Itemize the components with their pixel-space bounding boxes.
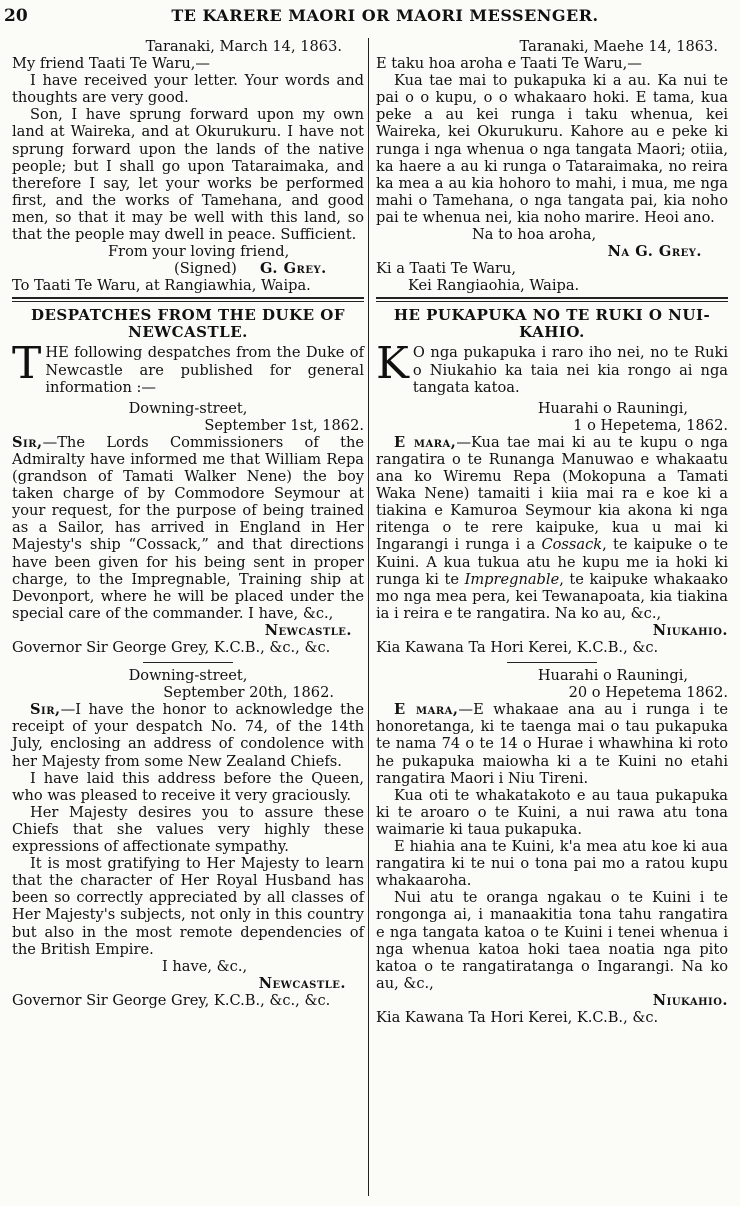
despatch-paragraph: E hiahia ana te Kuini, k'a mea atu koe ki aua rangatira ki te nui o tona pai mo a ratou kupu whakaaroha. (376, 838, 728, 890)
despatch-text: —I have the honor to acknowledge the receipt of your despatch No. 74, of the 14th July, enclosing an address of condolence with her Majesty from some New Zealand Chiefs. (12, 701, 364, 770)
despatch-salutation: E mara, (394, 433, 457, 451)
despatches-english (12, 307, 364, 1009)
despatch-text: —The Lords Commissioners of the Admiralty have informed me that William Repa (grandson of Tamati Walker Nene) the boy taken charge of by Commodore Seymour at your request, for the purpose of being trained as a Sailor, has arrived in England in Her Majesty's ship “Cossack,” and that directions have been given for his being sent in proper charge, to the Impregnable, Training ship at Devonport, where he will be placed under the special care of the commander. I have, &c., (12, 433, 364, 622)
section-rule (376, 297, 728, 302)
despatch-addressee: Governor Sir George Grey, K.C.B., &c., &c. (12, 639, 331, 656)
letter-closing: Na to hoa aroha, (472, 226, 597, 244)
despatch-salutation: Sir, (12, 433, 43, 451)
despatch-salutation: E mara, (394, 701, 459, 719)
despatches-intro (12, 338, 364, 396)
despatch-place: Huarahi o Rauningi, (537, 399, 688, 417)
despatch-signer-name: Newcastle. (258, 974, 346, 992)
intro-text: O nga pukapuka i raro iho nei, no te Ruki o Niukahio ka taia nei kia rongo ai nga tangata katoa. (412, 344, 728, 396)
despatch-text: —E whakaae ana au i runga i te honoretanga, ki te taenga mai o tau pukapuka te nama 74 o te 14 o Hurae i whawhina ki roto he pukapuka maiowha ki a te Kuini no etahi rangatira Maori i Niu Tireni. (376, 701, 729, 787)
despatch-signer (376, 992, 728, 1009)
despatch-paragraph: Kua oti te whakatakoto e au taua pukapuka ki te aroaro o te Kuini, a nui rawa atu tona waimarie ki taua pukapuka. (376, 786, 728, 838)
despatch-2-maori (376, 667, 728, 1026)
letter-paragraph: I have received your letter. Your words and thoughts are very good. (12, 72, 364, 107)
despatch-signer (12, 975, 364, 992)
despatch-closing: I have, &c., (162, 957, 248, 975)
ship-name: Impregnable (464, 570, 560, 588)
despatch-date: 20 o Hepetema 1862. (568, 684, 728, 702)
column-maori (376, 38, 728, 1198)
despatch-date: September 20th, 1862. (163, 684, 334, 702)
letter-signer: G. Grey. (259, 260, 327, 278)
letter-address: Ki a Taati Te Waru, (376, 260, 517, 278)
signed-label: (Signed) (174, 260, 237, 278)
despatch-paragraph (12, 701, 364, 769)
despatch-text: , te kaipuke o te Kuini. A kua tukua atu he kupu me ia hoki ki runga ki te (376, 536, 729, 588)
letter-signer-name: Na G. Grey. (607, 243, 702, 261)
letter-address: To Taati Te Waru, at Rangiawhia, Waipa. (12, 277, 311, 295)
despatch-addressee: Kia Kawana Ta Hori Kerei, K.C.B., &c. (376, 1008, 659, 1026)
despatch-text: , te kaipuke whakaako mo nga mea pera, kei Tewanapoata, kia tiakina ia i reira e te rangatira. Na ko au, &c., (376, 570, 728, 622)
despatches-maori (376, 307, 728, 1026)
despatch-2-english (12, 667, 364, 1009)
despatch-date: 1 o Hepetema, 1862. (573, 416, 728, 434)
despatch-body (376, 434, 728, 622)
despatch-addressee: Governor Sir George Grey, K.C.B., &c., &c. (12, 991, 331, 1009)
page-number: 20 (4, 6, 28, 26)
letter-paragraph: Son, I have sprung forward upon my own land at Waireka, and at Okurukuru. I have not sprung forward upon the lands of the native people; but I shall go upon Tataraimaka, and therefore I say, let your works be performed first, and the works of Tamehana, and good men, so that it may be well with this land, so that the people may dwell in peace. Sufficient. (12, 106, 364, 244)
drop-cap: K (376, 338, 409, 390)
letter-maori (376, 38, 728, 294)
despatch-divider (507, 662, 597, 663)
despatch-salutation: Sir, (30, 701, 61, 719)
letter-closing: From your loving friend, (108, 243, 290, 261)
despatch-place: Downing-street, (128, 399, 248, 417)
letter-salutation: My friend Taati Te Waru,— (12, 55, 210, 73)
despatches-intro (376, 338, 728, 396)
despatch-signer (376, 622, 728, 639)
section-title-continued: NEWCASTLE. (128, 323, 248, 342)
intro-text: HE following despatches from the Duke of Newcastle are published for general information :— (45, 344, 364, 396)
despatch-divider (143, 662, 233, 663)
running-head: TE KARERE MAORI OR MAORI MESSENGER. (171, 6, 599, 25)
drop-cap: T (12, 338, 42, 390)
column-divider (368, 38, 369, 1196)
ship-name: Cossack (541, 536, 603, 554)
letter-english (12, 38, 364, 294)
despatch-1-english (12, 400, 364, 656)
letter-signer (376, 243, 728, 260)
despatch-body (12, 434, 364, 622)
despatch-signer-name: Newcastle. (264, 621, 352, 639)
despatch-paragraph: Nui atu te oranga ngakau o te Kuini i te rongonga ai, i manaakitia tona tahu rangatira e nga tangata katoa o te Kuini i tenei whenua i nga whenua katoa hoki taea noatia nga pito katoa o te rangatiratanga o Ingarangi. Na ko au, &c., (376, 889, 728, 992)
despatch-1-maori (376, 400, 728, 656)
despatch-place: Huarahi o Rauningi, (537, 667, 688, 685)
despatch-paragraph: Her Majesty desires you to assure these Chiefs that she values very highly these expressions of affectionate sympathy. (12, 803, 364, 856)
section-title: HE PUKAPUKA NO TE RUKI O NUI- (393, 306, 711, 325)
column-english (12, 38, 364, 1198)
despatch-addressee: Kia Kawana Ta Hori Kerei, K.C.B., &c. (376, 639, 659, 656)
section-title-continued: KAHIO. (519, 323, 585, 342)
despatch-signer (12, 622, 364, 639)
letter-place-date: Taranaki, March 14, 1863. (145, 38, 342, 55)
letter-address: Kei Rangiaohia, Waipa. (408, 277, 580, 295)
letter-signature-line (12, 260, 364, 277)
section-rule (12, 297, 364, 302)
despatch-place: Downing-street, (128, 667, 248, 685)
section-title: DESPATCHES FROM THE DUKE OF (30, 306, 346, 325)
despatch-signer-name: Niukahio. (652, 621, 728, 639)
page-header (0, 0, 740, 30)
letter-salutation: E taku hoa aroha e Taati Te Waru,— (376, 55, 642, 73)
despatch-paragraph (376, 701, 728, 786)
letter-paragraph: Kua tae mai to pukapuka ki a au. Ka nui te pai o o kupu, o o whakaaro hoki. E tama, kua peke a au kei runga i taku whenua, kei Waireka, kei Okurukuru. Kahore au e peke ki runga i nga whenua o nga tangata Maori; otiia, ka haere a au ki runga o Tataraimaka, no reira ka mea a au kia hohoro to mahi, i mua, me nga mahi o Tamehana, o nga tangata pai, kia noho pai te whenua nei, kia noho marire. Heoi ano. (376, 72, 728, 226)
despatch-paragraph: It is most gratifying to Her Majesty to learn that the character of Her Royal Husband has been so correctly appreciated by all classes of Her Majesty's subjects, not only in this country but also in the most remote dependencies of the British Empire. (12, 855, 364, 958)
despatch-date: September 1st, 1862. (204, 416, 364, 434)
despatch-text: —Kua tae mai ki au te kupu o nga rangatira o te Runanga Manuwao e whakaatu ana ko Wiremu Repa (Mokopuna a Tamati Waka Nene) tamaiti i kiia mai ra e koe ki a tiakina e Kamuroa Seymour kia akona ki nga ritenga o te rere kaipuke, kua u mai ki Ingarangi i runga i a (376, 433, 728, 554)
despatch-signer-name: Niukahio. (652, 991, 728, 1009)
letter-place-date: Taranaki, Maehe 14, 1863. (519, 38, 718, 55)
despatch-paragraph: I have laid this address before the Queen, who was pleased to receive it very graciously. (12, 769, 364, 804)
